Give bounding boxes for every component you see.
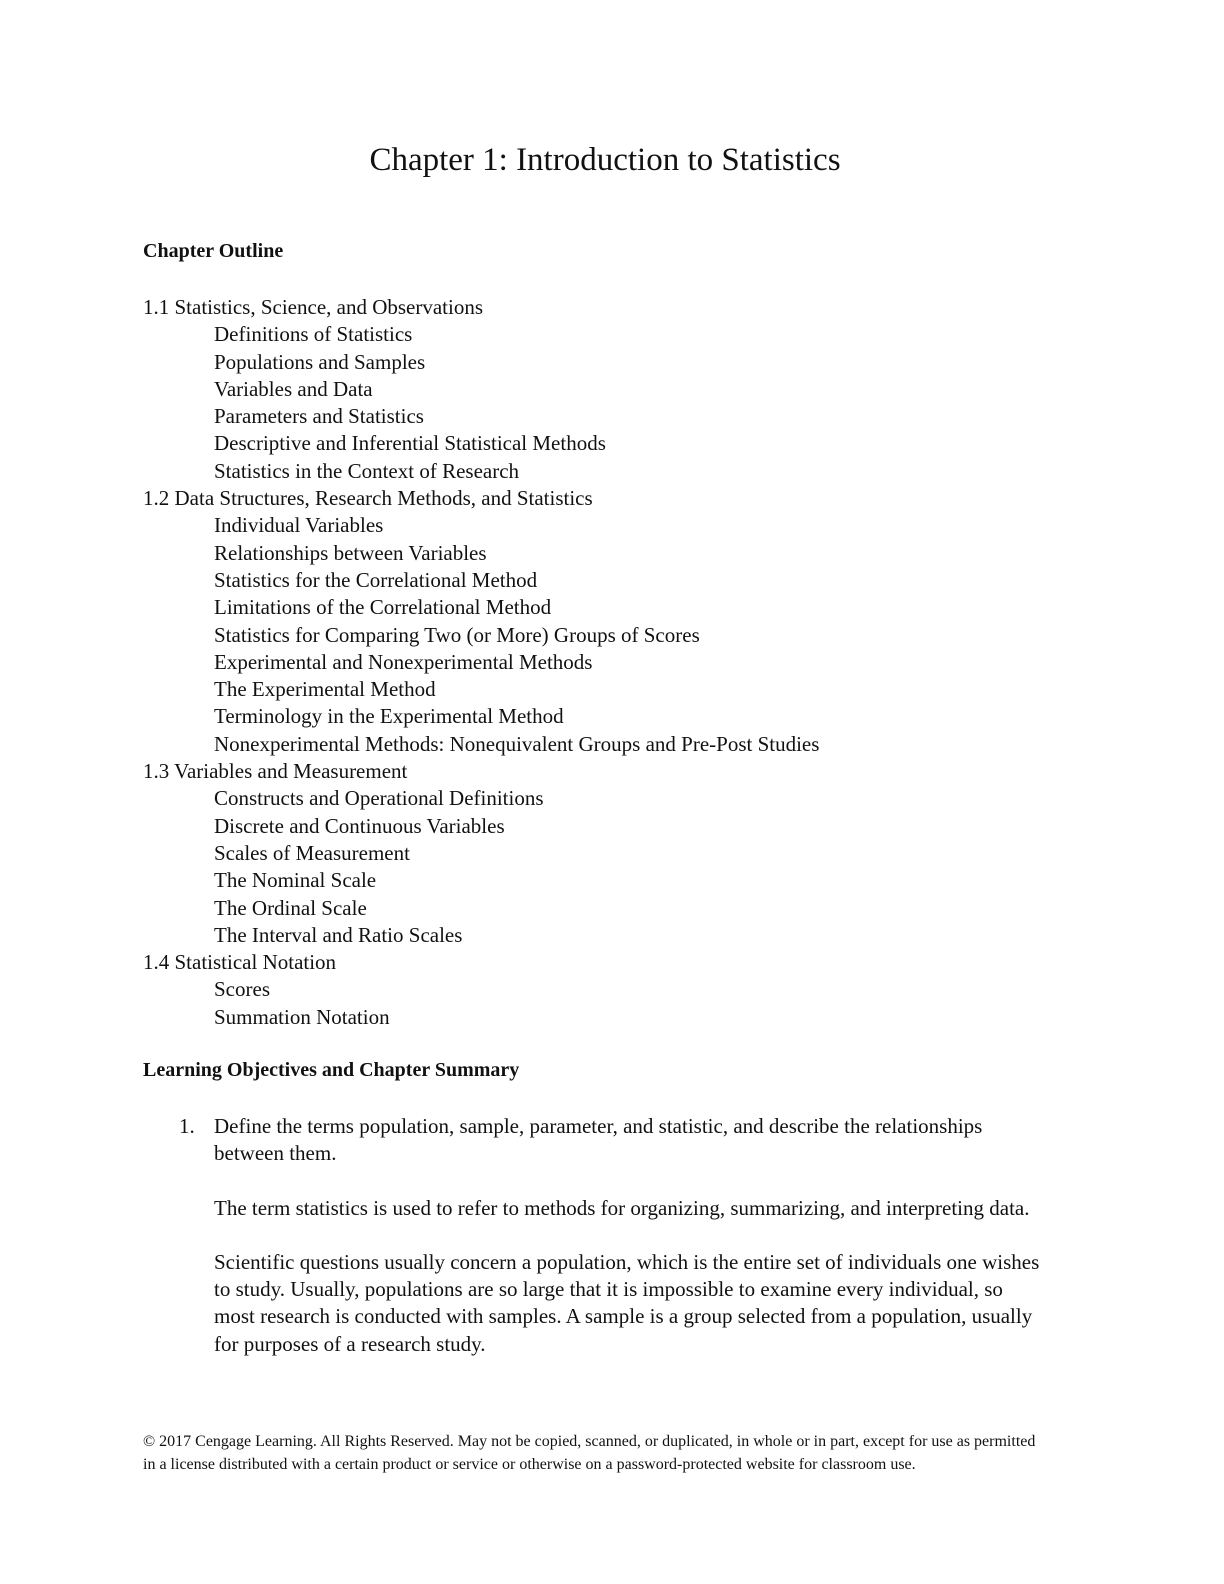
summary-paragraph: Scientific questions usually concern a population, which is the entire set of individuals one wishes to study. Usually, populations are so large that it is impossible to examine every individual, so most research is conducted with samples. A sample is a group selected from a population, usually for purposes of a research study. [214, 1249, 1040, 1356]
summary-paragraph: The term statistics is used to refer to methods for organizing, summarizing, and interpreting data. [214, 1195, 1030, 1220]
objective-number: 1. [179, 1114, 195, 1138]
outline-section-heading: 1.1 Statistics, Science, and Observations [143, 295, 484, 319]
outline-item: Statistics for the Correlational Method [214, 567, 538, 592]
outline-item: Discrete and Continuous Variables [214, 813, 505, 838]
outline-item: Definitions of Statistics [214, 322, 413, 347]
outline-item: The Ordinal Scale [214, 895, 367, 920]
outline-item: Limitations of the Correlational Method [214, 595, 552, 620]
outline-section-heading: 1.4 Statistical Notation [143, 950, 337, 975]
outline-item: Scores [214, 977, 270, 1002]
page-title: Chapter 1: Introduction to Statistics [369, 142, 841, 178]
outline-item: Nonexperimental Methods: Nonequivalent Groups and Pre-Post Studies [214, 731, 820, 756]
outline-item: Terminology in the Experimental Method [214, 704, 564, 729]
outline-item: Statistics for Comparing Two (or More) Groups of Scores [214, 622, 700, 647]
chapter-outline [143, 294, 819, 1031]
outline-item: Statistics in the Context of Research [214, 458, 520, 483]
outline-item: Summation Notation [214, 1004, 390, 1029]
outline-item: Variables and Data [214, 376, 373, 401]
chapter-outline-heading: Chapter Outline [143, 240, 284, 262]
outline-item: Scales of Measurement [214, 840, 410, 865]
learning-objective-1 [143, 1113, 1043, 1358]
objective-text: Define the terms population, sample, parameter, and statistic, and describe the relationships between them. [214, 1114, 983, 1166]
outline-item: Descriptive and Inferential Statistical Methods [214, 431, 606, 456]
outline-item: Experimental and Nonexperimental Methods [214, 649, 593, 674]
outline-item: The Experimental Method [214, 677, 436, 702]
outline-item: Constructs and Operational Definitions [214, 786, 544, 811]
outline-item: Individual Variables [214, 513, 384, 538]
learning-objectives-heading: Learning Objectives and Chapter Summary [143, 1059, 520, 1081]
outline-item: The Nominal Scale [214, 868, 377, 893]
copyright-footer: © 2017 Cengage Learning. All Rights Reserved. May not be copied, scanned, or duplicated, in whole or in part, except for use as permitted in a license distributed with a certain product or service or otherwise on a password-protected website for classroom use. [143, 1433, 1036, 1473]
outline-item: Populations and Samples [214, 349, 426, 374]
outline-item: The Interval and Ratio Scales [214, 922, 463, 947]
outline-item: Parameters and Statistics [214, 404, 424, 429]
outline-item: Relationships between Variables [214, 540, 487, 565]
outline-section-heading: 1.3 Variables and Measurement [143, 759, 408, 784]
outline-section-heading: 1.2 Data Structures, Research Methods, and Statistics [143, 486, 593, 511]
